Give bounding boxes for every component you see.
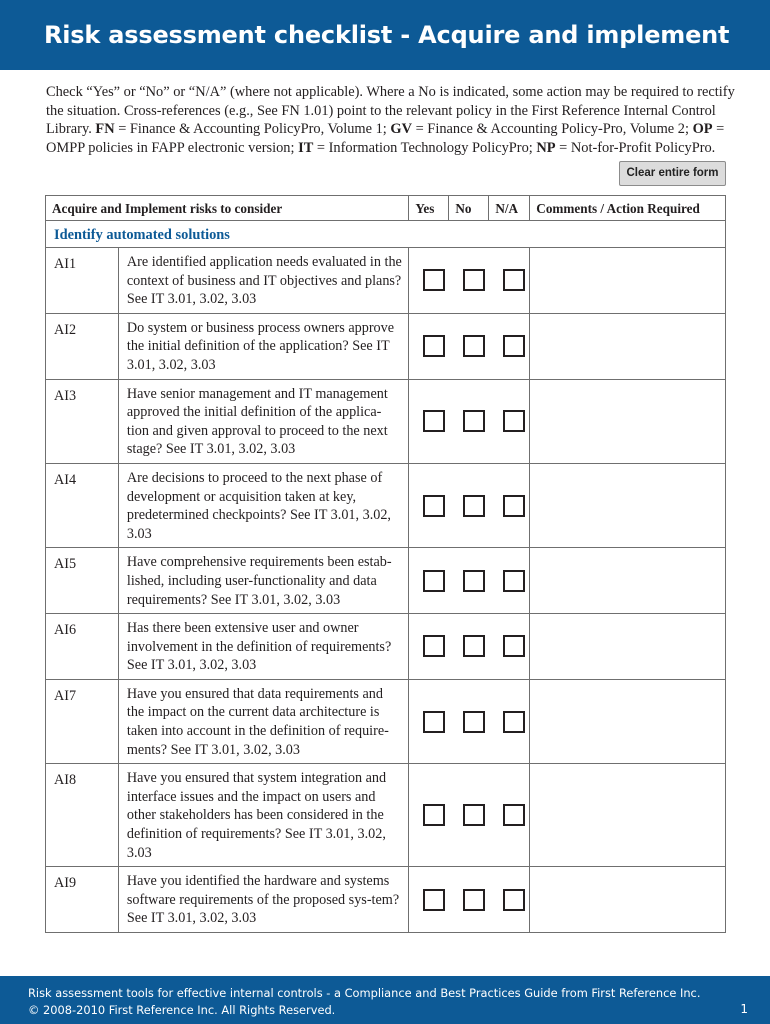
na-checkbox[interactable]	[503, 570, 525, 592]
page-title: Risk assessment checklist - Acquire and implement	[0, 0, 770, 70]
risk-code: AI7	[46, 679, 119, 763]
no-checkbox[interactable]	[463, 335, 485, 357]
yes-checkbox[interactable]	[423, 635, 445, 657]
comments-field[interactable]	[530, 379, 726, 463]
section-row	[46, 221, 726, 248]
risk-code: AI1	[46, 248, 119, 314]
no-checkbox[interactable]	[463, 269, 485, 291]
no-checkbox[interactable]	[463, 570, 485, 592]
comments-field[interactable]	[530, 867, 726, 933]
yes-checkbox[interactable]	[423, 410, 445, 432]
no-checkbox[interactable]	[463, 804, 485, 826]
risk-checklist-table	[45, 195, 726, 933]
abbr-fn: FN	[95, 121, 115, 138]
na-checkbox[interactable]	[503, 889, 525, 911]
risk-question: Are decisions to proceed to the next phase of development or acquisition taken at key, predetermined checkpoints? See IT 3.01, 3.02, 3.03	[118, 463, 408, 547]
table-header-row	[46, 196, 726, 221]
def-np: = Not-for-Profit PolicyPro.	[555, 139, 716, 156]
na-checkbox[interactable]	[503, 635, 525, 657]
abbr-gv: GV	[390, 121, 412, 138]
answer-checkboxes	[409, 679, 530, 763]
answer-checkboxes	[409, 313, 530, 379]
yes-checkbox[interactable]	[423, 335, 445, 357]
yes-checkbox[interactable]	[423, 495, 445, 517]
answer-checkboxes	[409, 248, 530, 314]
risk-code: AI9	[46, 867, 119, 933]
risk-question: Have senior management and IT management approved the initial definition of the applica-tion and given approval to proceed to the next stage? See IT 3.01, 3.02, 3.03	[118, 379, 408, 463]
na-checkbox[interactable]	[503, 711, 525, 733]
risk-code: AI5	[46, 548, 119, 614]
comments-field[interactable]	[530, 614, 726, 680]
table-row	[46, 313, 726, 379]
yes-checkbox[interactable]	[423, 804, 445, 826]
na-checkbox[interactable]	[503, 804, 525, 826]
def-fn: = Finance & Accounting PolicyPro, Volume 1;	[114, 121, 391, 138]
answer-checkboxes	[409, 764, 530, 867]
answer-checkboxes	[409, 548, 530, 614]
no-checkbox[interactable]	[463, 410, 485, 432]
header-na: N/A	[489, 196, 530, 221]
header-comments: Comments / Action Required	[530, 196, 726, 221]
footer	[0, 976, 770, 1024]
def-op: = OMPP policies in FAPP electronic version;	[46, 121, 725, 156]
na-checkbox[interactable]	[503, 335, 525, 357]
abbr-op: OP	[692, 121, 713, 138]
section-title: Identify automated solutions	[46, 221, 726, 248]
comments-field[interactable]	[530, 248, 726, 314]
na-checkbox[interactable]	[503, 495, 525, 517]
page-number: 1	[740, 1002, 748, 1016]
risk-code: AI6	[46, 614, 119, 680]
table-row	[46, 867, 726, 933]
header-risk: Acquire and Implement risks to consider	[46, 196, 409, 221]
comments-field[interactable]	[530, 548, 726, 614]
footer-copyright: © 2008-2010 First Reference Inc. All Rights Reserved.	[28, 1002, 336, 1017]
answer-checkboxes	[409, 379, 530, 463]
risk-code: AI4	[46, 463, 119, 547]
no-checkbox[interactable]	[463, 711, 485, 733]
answer-checkboxes	[409, 614, 530, 680]
table-row	[46, 463, 726, 547]
header-no: No	[449, 196, 489, 221]
answer-checkboxes	[409, 867, 530, 933]
no-checkbox[interactable]	[463, 635, 485, 657]
table-row	[46, 764, 726, 867]
answer-checkboxes	[409, 463, 530, 547]
yes-checkbox[interactable]	[423, 570, 445, 592]
clear-form-button[interactable]: Clear entire form	[619, 161, 726, 186]
abbr-np: NP	[536, 139, 556, 156]
table-row	[46, 379, 726, 463]
comments-field[interactable]	[530, 764, 726, 867]
instructions	[46, 83, 736, 157]
footer-line-1: Risk assessment tools for effective internal controls - a Compliance and Best Practices Guide from First Reference Inc.	[28, 986, 701, 1000]
no-checkbox[interactable]	[463, 889, 485, 911]
risk-code: AI8	[46, 764, 119, 867]
yes-checkbox[interactable]	[423, 269, 445, 291]
na-checkbox[interactable]	[503, 269, 525, 291]
risk-question: Have you ensured that system integration and interface issues and the impact on users and other stakeholders has been considered in the definition of requirements? See IT 3.01, 3.02, 3.03	[118, 764, 408, 867]
abbr-it: IT	[298, 139, 314, 156]
risk-question: Have comprehensive requirements been estab-lished, including user-functionality and data requirements? See IT 3.01, 3.02, 3.03	[118, 548, 408, 614]
comments-field[interactable]	[530, 679, 726, 763]
table-row	[46, 614, 726, 680]
table-row	[46, 679, 726, 763]
comments-field[interactable]	[530, 463, 726, 547]
yes-checkbox[interactable]	[423, 889, 445, 911]
risk-question: Have you identified the hardware and systems software requirements of the proposed sys-tem? See IT 3.01, 3.02, 3.03	[118, 867, 408, 933]
risk-question: Are identified application needs evaluated in the context of business and IT objectives and plans? See IT 3.01, 3.02, 3.03	[118, 248, 408, 314]
yes-checkbox[interactable]	[423, 711, 445, 733]
risk-question: Has there been extensive user and owner involvement in the definition of requirements? See IT 3.01, 3.02, 3.03	[118, 614, 408, 680]
table-row	[46, 248, 726, 314]
def-it: = Information Technology PolicyPro;	[313, 139, 537, 156]
risk-question: Have you ensured that data requirements and the impact on the current data architecture is taken into account in the definition of require-ments? See IT 3.01, 3.02, 3.03	[118, 679, 408, 763]
na-checkbox[interactable]	[503, 410, 525, 432]
comments-field[interactable]	[530, 313, 726, 379]
table-row	[46, 548, 726, 614]
no-checkbox[interactable]	[463, 495, 485, 517]
risk-question: Do system or business process owners approve the initial definition of the application? See IT 3.01, 3.02, 3.03	[118, 313, 408, 379]
def-gv: = Finance & Accounting Policy-Pro, Volume 2;	[412, 121, 693, 138]
risk-code: AI3	[46, 379, 119, 463]
instructions-text: Check “Yes” or “No” or “N/A” (where not applicable). Where a No is indicated, some action may be required to rectify the situation. Cross-references (e.g., See FN 1.01) point to the relevant policy in the First Reference Internal Control Library.	[46, 84, 735, 138]
header-yes: Yes	[409, 196, 449, 221]
risk-code: AI2	[46, 313, 119, 379]
